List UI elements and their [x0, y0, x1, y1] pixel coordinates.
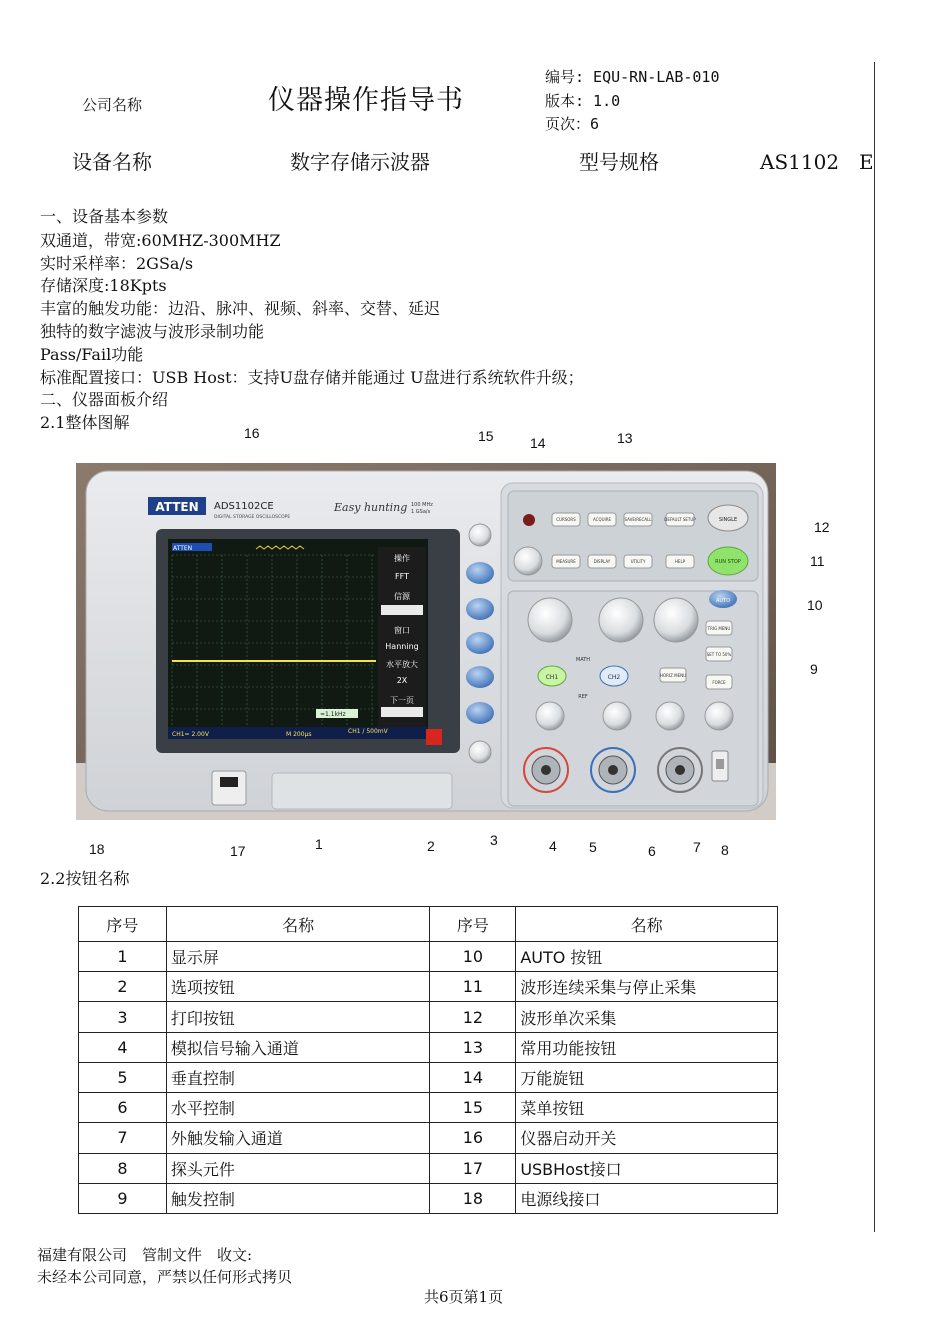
subtitle-photo: DIGITAL STORAGE OSCILLOSCOPE	[214, 515, 291, 520]
screen-menu-item: 2X	[396, 676, 408, 685]
cell: 水平控制	[166, 1093, 430, 1123]
single-button: SINGLE	[718, 517, 738, 523]
cell: 菜单按钮	[516, 1093, 778, 1123]
svg-text:1 GSa/s: 1 GSa/s	[411, 509, 431, 515]
ref-button: REF	[578, 694, 588, 700]
param-line: Pass/Fail功能	[40, 345, 144, 364]
trig-menu-button: TRIG MENU	[707, 626, 731, 631]
screen-menu-item: Hanning	[385, 642, 419, 651]
doc-page-count: 页次：6	[545, 115, 600, 133]
param-line: 存储深度:18Kpts	[40, 276, 167, 295]
section2-sub1: 2.1整体图解	[40, 413, 130, 432]
screen-menu-item: FFT	[395, 572, 409, 581]
measure-button: MEASURE	[556, 559, 576, 564]
cell: 触发控制	[166, 1183, 430, 1213]
section2-heading: 二、仪器面板介绍	[40, 390, 169, 409]
readout-trigger: CH1 / 500mV	[348, 728, 388, 735]
param-line: 实时采样率：2GSa/s	[40, 254, 194, 273]
cell: 打印按钮	[166, 1002, 430, 1032]
model-label: 型号规格	[579, 150, 659, 174]
oscilloscope-photo	[76, 463, 776, 820]
save-recall-button: SAVE/RECALL	[624, 517, 652, 522]
callout-15: 15	[478, 428, 494, 444]
callout-2: 2	[427, 838, 435, 854]
table-row	[79, 1002, 778, 1032]
cell: 14	[430, 1062, 516, 1092]
readout-timebase: M 200μs	[286, 731, 312, 738]
spec-photo: 100 MHz	[411, 502, 433, 508]
callout-13: 13	[617, 430, 633, 446]
param-line: 独特的数字滤波与波形录制功能	[40, 322, 265, 341]
utility-button: UTILITY	[630, 559, 646, 564]
col-header: 序号	[79, 907, 167, 942]
cell: 选项按钮	[166, 972, 430, 1002]
col-header: 名称	[166, 907, 430, 942]
cell: 18	[430, 1183, 516, 1213]
cell: 9	[79, 1183, 167, 1213]
callout-10: 10	[807, 597, 823, 613]
cell: 万能旋钮	[516, 1062, 778, 1092]
right-border-line	[874, 62, 875, 1232]
ch1-button: CH1	[545, 674, 559, 681]
cell: 常用功能按钮	[516, 1032, 778, 1062]
param-line: 双通道，带宽:60MHZ-300MHZ	[40, 231, 281, 250]
cell: 1	[79, 942, 167, 972]
footer-page-number: 共6页第1页	[424, 1288, 504, 1306]
callout-4: 4	[549, 838, 557, 854]
readout-freq: ≈1.1kHz	[320, 711, 346, 718]
cell: 探头元件	[166, 1153, 430, 1183]
callout-18: 18	[89, 841, 105, 857]
display-button: DISPLAY	[593, 559, 611, 564]
table-row	[79, 1153, 778, 1183]
cell: 11	[430, 972, 516, 1002]
cell: 5	[79, 1062, 167, 1092]
col-header: 序号	[430, 907, 516, 942]
table-row	[79, 1062, 778, 1092]
col-header: 名称	[516, 907, 778, 942]
cursors-button: CURSORS	[556, 517, 576, 522]
cell: 模拟信号输入通道	[166, 1032, 430, 1062]
cell: 10	[430, 942, 516, 972]
callout-11: 11	[810, 553, 825, 569]
tagline-photo: Easy hunting	[334, 501, 408, 514]
table-row	[79, 1123, 778, 1153]
screen-menu-item: 水平放大	[386, 660, 418, 669]
readout-ch1: CH1= 2.00V	[172, 731, 209, 738]
table-header-row	[79, 907, 778, 942]
table-row	[79, 1093, 778, 1123]
document-title: 仪器操作指导书	[268, 85, 464, 116]
section2-sub2: 2.2按钮名称	[40, 869, 130, 888]
cell: 显示屏	[166, 942, 430, 972]
cell: 6	[79, 1093, 167, 1123]
table-row	[79, 972, 778, 1002]
callout-14: 14	[530, 435, 546, 451]
cell: 13	[430, 1032, 516, 1062]
param-line: 标准配置接口：USB Host：支持U盘存储并能通过 U盘进行系统软件升级；	[40, 368, 584, 387]
table-row	[79, 1183, 778, 1213]
cell: 电源线接口	[516, 1183, 778, 1213]
run-stop-button: RUN STOP	[715, 559, 741, 565]
table-row	[79, 1032, 778, 1062]
model-value: AS1102 E	[760, 150, 874, 174]
svg-text:ATTEN: ATTEN	[173, 545, 193, 552]
callout-7: 7	[693, 839, 701, 855]
cell: 15	[430, 1093, 516, 1123]
callout-16: 16	[244, 425, 260, 441]
help-button: HELP	[674, 559, 686, 564]
doc-number: 编号: EQU-RN-LAB-010	[545, 68, 720, 86]
callout-17: 17	[230, 843, 246, 859]
horiz-menu-button: HORIZ MENU	[659, 673, 687, 678]
doc-version: 版本: 1.0	[545, 92, 621, 110]
footer-copyright: 未经本公司同意，严禁以任何形式拷贝	[37, 1268, 293, 1286]
math-button: MATH	[575, 657, 591, 663]
table-row	[79, 942, 778, 972]
oscilloscope-illustration	[76, 463, 776, 820]
callout-3: 3	[490, 832, 498, 848]
callout-5: 5	[589, 839, 597, 855]
set50-button: SET TO 50%	[706, 652, 732, 657]
callout-8: 8	[721, 842, 729, 858]
model-label-photo: ADS1102CE	[214, 501, 274, 512]
cell: 7	[79, 1123, 167, 1153]
screen-menu-item: 窗口	[394, 626, 410, 635]
default-setup-button: DEFAULT SETUP	[664, 517, 696, 522]
callout-12: 12	[814, 519, 830, 535]
cell: 波形单次采集	[516, 1002, 778, 1032]
cell: 4	[79, 1032, 167, 1062]
cell: 外触发输入通道	[166, 1123, 430, 1153]
auto-button: AUTO	[715, 598, 731, 604]
brand-logo: ATTEN	[155, 500, 199, 514]
cell: 12	[430, 1002, 516, 1032]
screen-menu-item: 下一页	[390, 696, 414, 705]
section1-heading: 一、设备基本参数	[40, 207, 169, 226]
callout-1: 1	[315, 836, 323, 852]
company-name: 公司名称	[82, 96, 143, 114]
force-button: FORCE	[712, 680, 726, 685]
cell: 3	[79, 1002, 167, 1032]
screen-menu-item: 操作	[394, 554, 410, 563]
cell: 8	[79, 1153, 167, 1183]
acquire-button: ACQUIRE	[592, 517, 612, 522]
equipment-name-value: 数字存储示波器	[290, 150, 430, 174]
cell: 16	[430, 1123, 516, 1153]
callout-6: 6	[648, 843, 656, 859]
cell: 17	[430, 1153, 516, 1183]
ch2-button: CH2	[607, 674, 621, 681]
cell: USBHost接口	[516, 1153, 778, 1183]
param-line: 丰富的触发功能：边沿、脉冲、视频、斜率、交替、延迟	[40, 299, 441, 318]
callout-9: 9	[810, 661, 818, 677]
cell: 波形连续采集与停止采集	[516, 972, 778, 1002]
footer-company: 福建有限公司 管制文件 收文:	[37, 1246, 253, 1264]
equipment-name-label: 设备名称	[72, 150, 152, 174]
screen-menu-item: 信源	[394, 592, 410, 601]
cell: AUTO 按钮	[516, 942, 778, 972]
cell: 仪器启动开关	[516, 1123, 778, 1153]
button-name-table	[78, 906, 778, 1214]
cell: 2	[79, 972, 167, 1002]
cell: 垂直控制	[166, 1062, 430, 1092]
